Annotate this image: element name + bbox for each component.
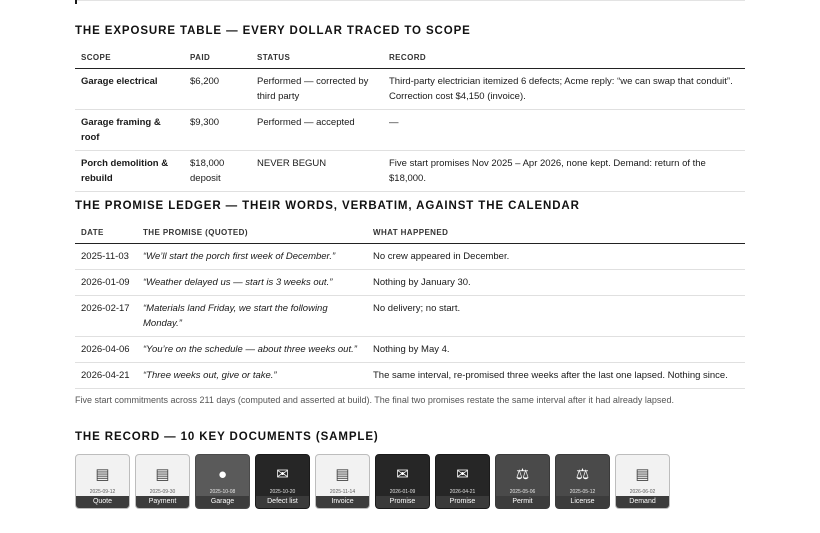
scope-cell: Porch demolition & rebuild [75,151,184,192]
ledger-header-date: DATE [75,227,137,244]
record-title: THE RECORD — 10 KEY DOCUMENTS (SAMPLE) [75,431,379,443]
document-date: 2025-11-14 [329,489,356,495]
document-card-license[interactable] [555,454,610,509]
document-label: Payment [136,496,189,508]
scope-cell: Garage electrical [75,69,184,110]
document-label: Promise [436,496,489,508]
document-icon: ▤ [155,466,170,483]
promise-cell: “Three weeks out, give or take.” [137,363,367,389]
document-icon: ▤ [95,466,110,483]
document-date: 2025-09-30 [149,489,176,495]
table-row [75,270,745,296]
document-card-payment[interactable] [135,454,190,509]
document-icon: ▤ [635,466,650,483]
record-cell: — [383,110,745,151]
envelope-icon: ✉ [456,466,469,483]
date-cell: 2026-01-09 [75,270,137,296]
date-cell: 2026-04-06 [75,337,137,363]
status-cell: Performed — corrected by third party [251,69,383,110]
document-label: Garage [196,496,249,508]
document-date: 2026-04-21 [449,489,476,495]
ledger-section [75,200,745,405]
document-card-invoice[interactable] [315,454,370,509]
exposure-header-scope: SCOPE [75,52,184,69]
ledger-table [75,227,745,389]
document-date: 2025-05-06 [509,489,536,495]
document-icon: ▤ [335,466,350,483]
status-cell: Performed — accepted [251,110,383,151]
exposure-header-row [75,52,745,69]
document-card-garage[interactable] [195,454,250,509]
table-row [75,296,745,337]
record-cell: Five start promises Nov 2025 – Apr 2026, none kept. Demand: return of the $18,000. [383,151,745,192]
ledger-footnote: Five start commitments across 211 days (computed and asserted at build). The final two promises restate the same interval after it had already lapsed. [75,395,674,405]
paid-cell: $18,000 deposit [184,151,251,192]
outcome-cell: Nothing by January 30. [367,270,745,296]
table-row [75,337,745,363]
exposure-header-record: RECORD [383,52,745,69]
exposure-table [75,52,745,192]
record-cell: Third-party electrician itemized 6 defects; Acme reply: “we can swap that conduit”. Correction cost $4,150 (invoice). [383,69,745,110]
outcome-cell: Nothing by May 4. [367,337,745,363]
scope-cell: Garage framing & roof [75,110,184,151]
document-label: Defect list [256,496,309,508]
date-cell: 2025-11-03 [75,244,137,270]
document-card-defect-list[interactable] [255,454,310,509]
promise-cell: “Materials land Friday, we start the following Monday.” [137,296,367,337]
scales-icon: ⚖ [515,466,530,483]
photo-dot-icon: ● [217,466,228,483]
outcome-cell: No crew appeared in December. [367,244,745,270]
paid-cell: $6,200 [184,69,251,110]
document-strip [75,454,745,509]
table-row [75,110,745,151]
document-card-quote[interactable] [75,454,130,509]
exposure-header-paid: PAID [184,52,251,69]
document-card-promise-1[interactable] [375,454,430,509]
document-label: Permit [496,496,549,508]
document-date: 2025-10-08 [209,489,236,495]
document-date: 2025-10-20 [269,489,296,495]
document-date: 2025-05-12 [569,489,596,495]
top-divider [75,0,745,1]
table-row [75,151,745,192]
exposure-title: THE EXPOSURE TABLE — EVERY DOLLAR TRACED TO SCOPE [75,25,471,37]
document-label: Invoice [316,496,369,508]
exposure-header-status: STATUS [251,52,383,69]
document-date: 2026-06-02 [629,489,656,495]
document-label: Demand [616,496,669,508]
document-label: Promise [376,496,429,508]
ledger-header-promise: THE PROMISE (QUOTED) [137,227,367,244]
ledger-title: THE PROMISE LEDGER — THEIR WORDS, VERBATIM, AGAINST THE CALENDAR [75,200,580,212]
table-row [75,363,745,389]
envelope-icon: ✉ [276,466,289,483]
document-card-permit[interactable] [495,454,550,509]
outcome-cell: No delivery; no start. [367,296,745,337]
document-label: License [556,496,609,508]
paid-cell: $9,300 [184,110,251,151]
document-date: 2025-09-12 [89,489,116,495]
ledger-header-row [75,227,745,244]
date-cell: 2026-04-21 [75,363,137,389]
exposure-section [75,25,745,192]
date-cell: 2026-02-17 [75,296,137,337]
envelope-icon: ✉ [396,466,409,483]
status-cell: NEVER BEGUN [251,151,383,192]
document-card-promise-2[interactable] [435,454,490,509]
outcome-cell: The same interval, re-promised three weeks after the last one lapsed. Nothing since. [367,363,745,389]
promise-cell: “You’re on the schedule — about three weeks out.” [137,337,367,363]
document-card-demand[interactable] [615,454,670,509]
document-label: Quote [76,496,129,508]
table-row [75,244,745,270]
ledger-header-outcome: WHAT HAPPENED [367,227,745,244]
top-tick-mark [75,0,77,4]
table-row [75,69,745,110]
promise-cell: “We’ll start the porch first week of December.” [137,244,367,270]
scales-icon: ⚖ [575,466,590,483]
record-section [75,431,745,509]
document-date: 2026-01-09 [389,489,416,495]
promise-cell: “Weather delayed us — start is 3 weeks out.” [137,270,367,296]
